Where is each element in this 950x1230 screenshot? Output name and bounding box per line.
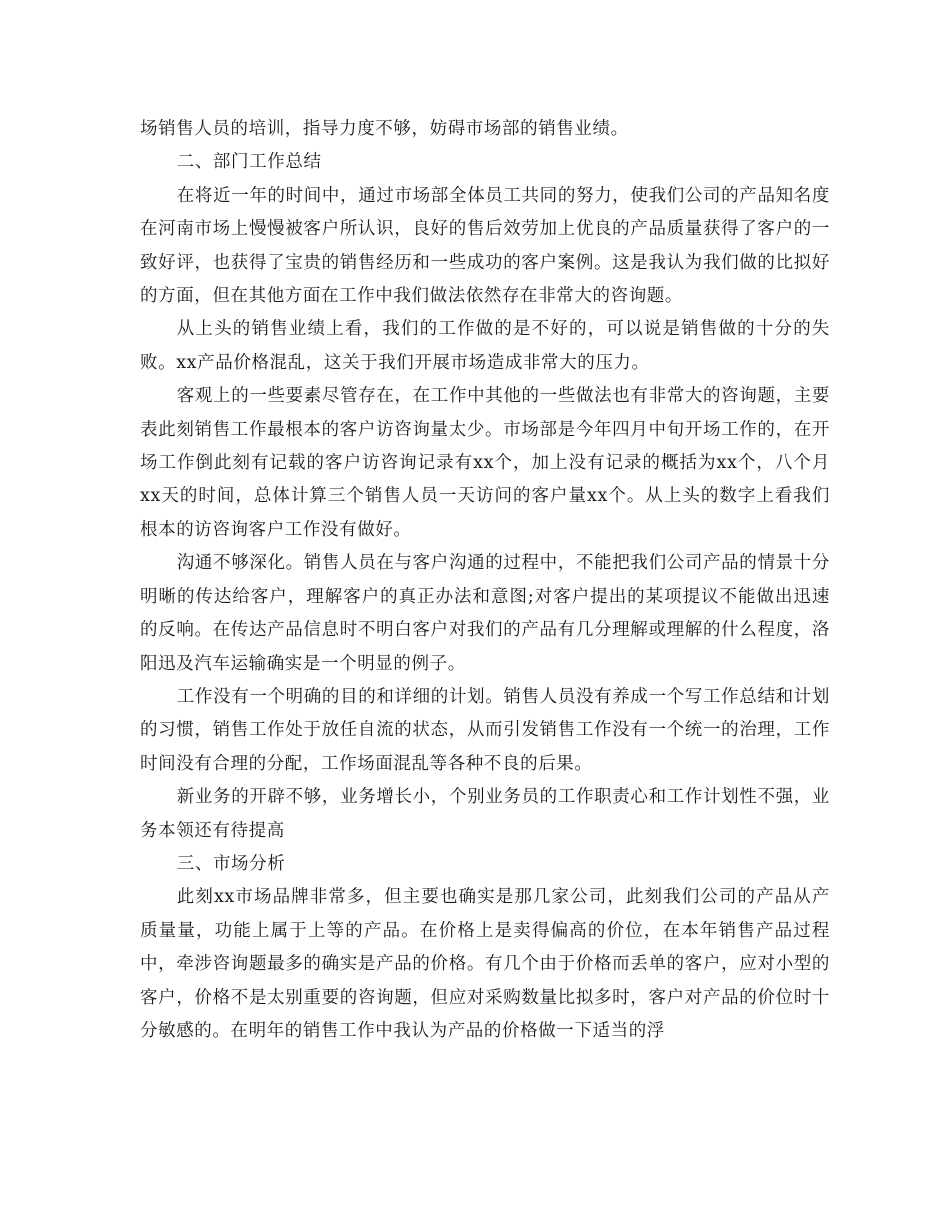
paragraph: 工作没有一个明确的目的和详细的计划。销售人员没有养成一个写工作总结和计划的习惯，销售工作处于放任自流的状态，从而引发销售工作没有一个统一的治理，工作时间没有合理的分配，工作场面混乱等各种不良的后果。 <box>140 686 830 774</box>
paragraph: 此刻xx市场品牌非常多，但主要也确实是那几家公司，此刻我们公司的产品从产质量量，功能上属于上等的产品。在价格上是卖得偏高的价位，在本年销售产品过程中，牵涉咨询题最多的确实是产品的价格。有几个由于价格而丢单的客户，应对小型的客户，价格不是太别重要的咨询题，但应对采购数量比拟多时，客户对产品的价位时十分敏感的。在明年的销售工作中我认为产品的价格做一下适当的浮 <box>140 887 830 1041</box>
paragraph: 沟通不够深化。销售人员在与客户沟通的过程中，不能把我们公司产品的情景十分明晰的传达给客户，理解客户的真正办法和意图;对客户提出的某项提议不能做出迅速的反响。在传达产品信息时不明白客户对我们的产品有几分理解或理解的什么程度，洛阳迅及汽车运输确实是一个明显的例子。 <box>140 553 830 674</box>
section-heading-market-analysis: 三、市场分析 <box>176 853 286 874</box>
document-body <box>140 113 830 1048</box>
paragraph: 客观上的一些要素尽管存在，在工作中其他的一些做法也有非常大的咨询题，主要表此刻销售工作最根本的客户访咨询量太少。市场部是今年四月中旬开场工作的，在开场工作倒此刻有记载的客户访咨询记录有xx个，加上没有记录的概括为xx个，八个月xx天的时间，总体计算三个销售人员一天访问的客户量xx个。从上头的数字上看我们根本的访咨询客户工作没有做好。 <box>140 386 830 540</box>
paragraph-continuation: 场销售人员的培训，指导力度不够，妨碍市场部的销售业绩。 <box>140 119 629 139</box>
paragraph: 新业务的开辟不够，业务增长小，个别业务员的工作职责心和工作计划性不强，业务本领还有待提高 <box>140 787 830 841</box>
paragraph: 在将近一年的时间中，通过市场部全体员工共同的努力，使我们公司的产品知名度在河南市场上慢慢被客户所认识，良好的售后效劳加上优良的产品质量获得了客户的一致好评，也获得了宝贵的销售经历和一些成功的客户案例。这是我认为我们做的比拟好的方面，但在其他方面在工作中我们做法依然存在非常大的咨询题。 <box>140 185 830 307</box>
paragraph: 从上头的销售业绩上看，我们的工作做的是不好的，可以说是销售做的十分的失败。xx产品价格混乱，这关于我们开展市场造成非常大的压力。 <box>140 319 830 373</box>
section-heading-department-summary: 二、部门工作总结 <box>176 152 322 173</box>
